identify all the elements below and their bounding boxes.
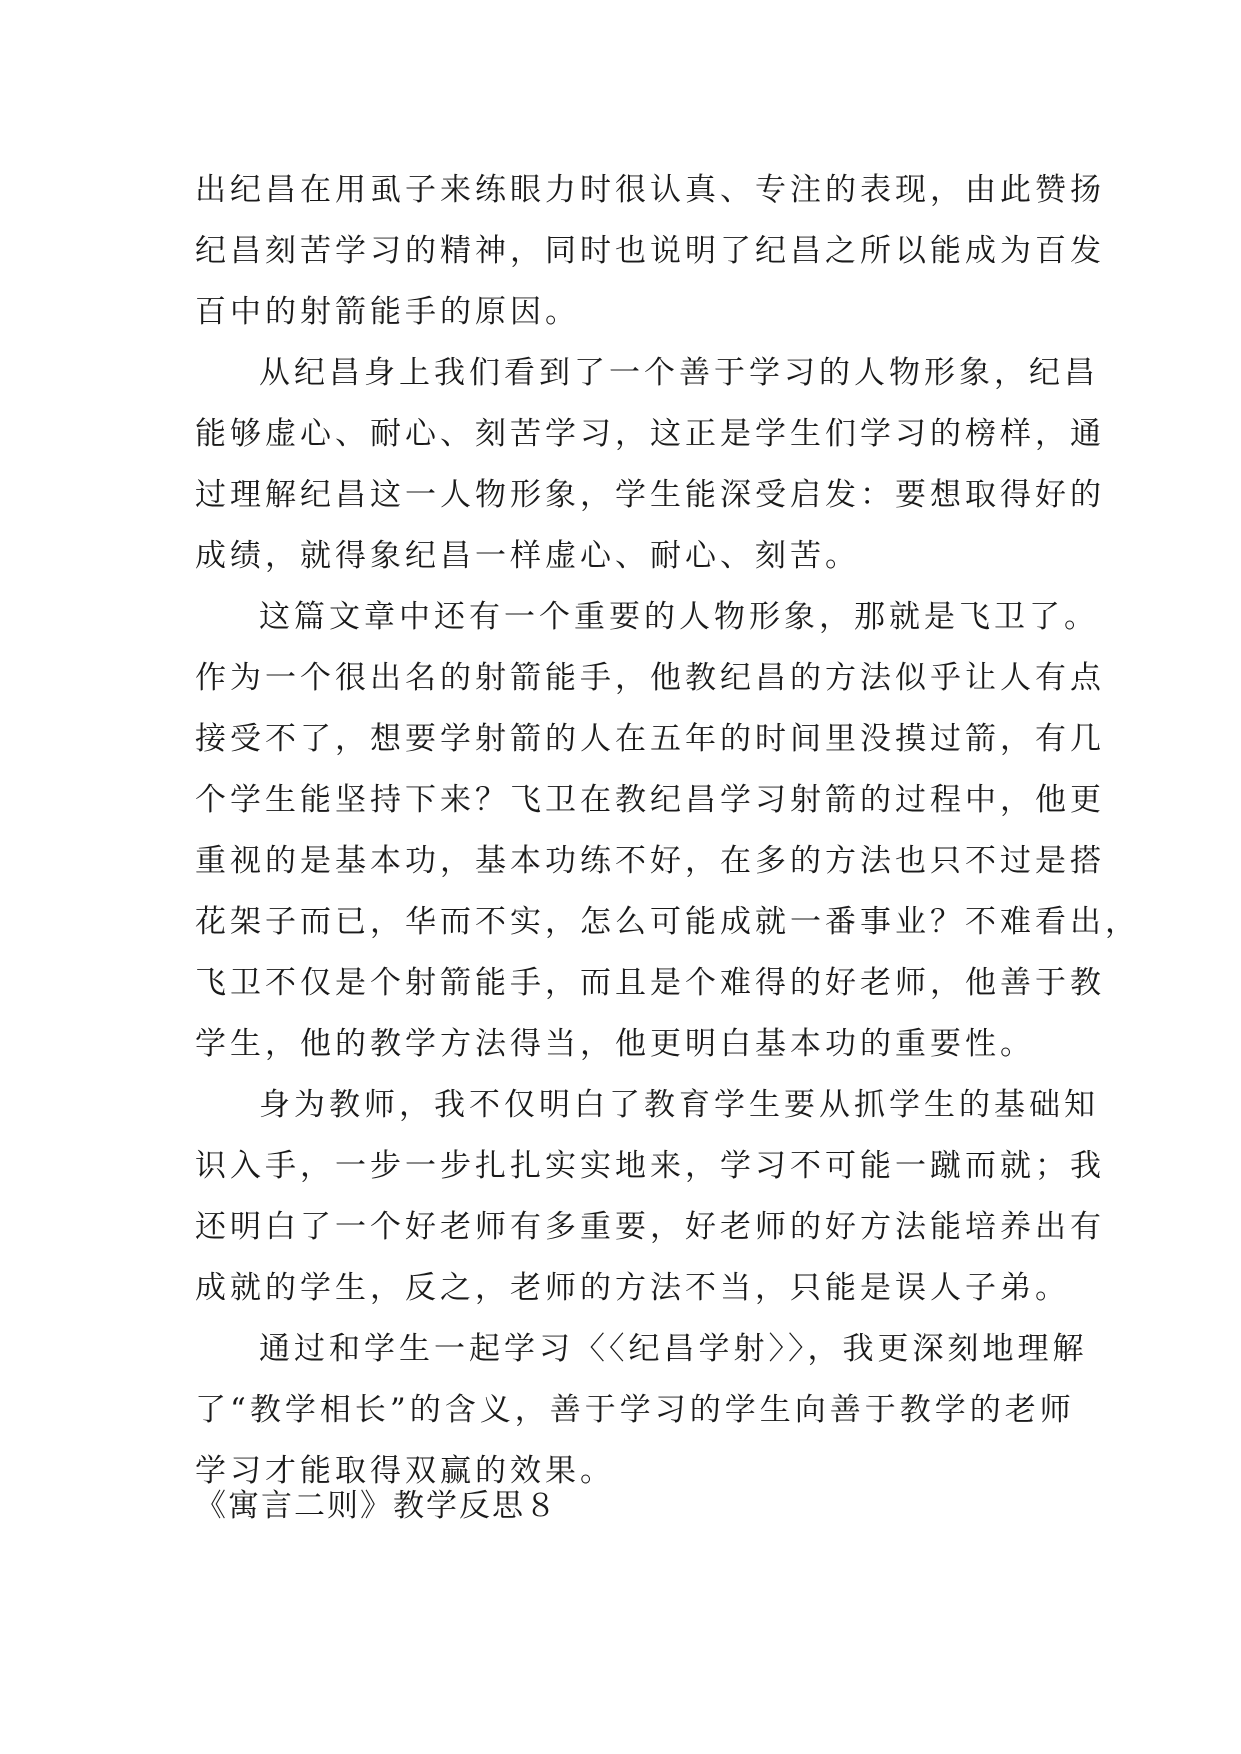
paragraph-5 [195, 1319, 1088, 1502]
text-line: 学生，他的教学方法得当，他更明白基本功的重要性。 [195, 1026, 1035, 1062]
text-line: 能够虚心、耐心、刻苦学习，这正是学生们学习的榜样，通 [195, 416, 1105, 452]
text-line: 还明白了一个好老师有多重要，好老师的好方法能培养出有 [195, 1209, 1105, 1245]
text-line: 过理解纪昌这一人物形象，学生能深受启发：要想取得好的 [195, 477, 1105, 513]
text-line: 重视的是基本功，基本功练不好，在多的方法也只不过是搭 [195, 843, 1105, 879]
text-line: 百中的射箭能手的原因。 [195, 294, 580, 330]
article-body [195, 160, 1140, 1502]
section-heading: 《寓言二则》教学反思８ [195, 1488, 558, 1524]
text-line: 了“教学相长”的含义，善于学习的学生向善于教学的老师 [195, 1392, 1075, 1428]
text-line: 身为教师，我不仅明白了教育学生要从抓学生的基础知 [259, 1087, 1099, 1123]
text-line: 纪昌刻苦学习的精神，同时也说明了纪昌之所以能成为百发 [195, 233, 1105, 269]
text-line: 这篇文章中还有一个重要的人物形象，那就是飞卫了。 [259, 599, 1099, 635]
text-line: 学习才能取得双赢的效果。 [195, 1453, 615, 1489]
text-line: 成绩，就得象纪昌一样虚心、耐心、刻苦。 [195, 538, 860, 574]
paragraph-1 [195, 160, 1105, 343]
text-line: 成就的学生，反之，老师的方法不当，只能是误人子弟。 [195, 1270, 1070, 1306]
paragraph-2 [195, 343, 1105, 587]
text-line: 作为一个很出名的射箭能手，他教纪昌的方法似乎让人有点 [195, 660, 1105, 696]
text-line: 个学生能坚持下来？飞卫在教纪昌学习射箭的过程中，他更 [195, 782, 1105, 818]
text-line: 通过和学生一起学习〈〈纪昌学射〉〉，我更深刻地理解 [259, 1331, 1088, 1367]
text-line: 花架子而已，华而不实，怎么可能成就一番事业？不难看出， [195, 904, 1140, 940]
paragraph-4 [195, 1075, 1105, 1319]
text-line: 从纪昌身上我们看到了一个善于学习的人物形象，纪昌 [259, 355, 1099, 391]
text-line: 识入手，一步一步扎扎实实地来，学习不可能一蹴而就；我 [195, 1148, 1105, 1184]
paragraph-3 [195, 587, 1140, 1075]
text-line: 飞卫不仅是个射箭能手，而且是个难得的好老师，他善于教 [195, 965, 1105, 1001]
text-line: 接受不了，想要学射箭的人在五年的时间里没摸过箭，有几 [195, 721, 1105, 757]
text-line: 出纪昌在用虱子来练眼力时很认真、专注的表现，由此赞扬 [195, 172, 1105, 208]
